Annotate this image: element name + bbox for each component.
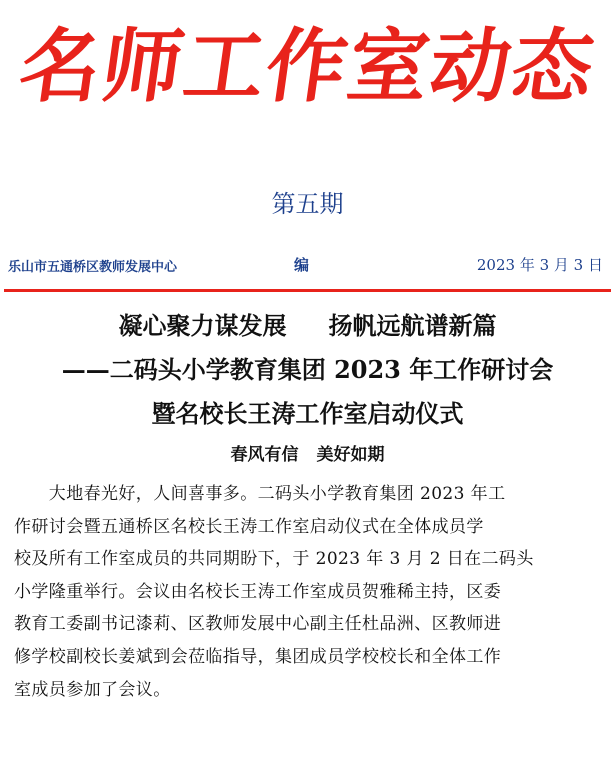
article-title-line-1	[0, 306, 615, 341]
title-part-2: 扬帆远航谱新篇	[328, 311, 497, 340]
subhead-part-1: 春风有信	[230, 445, 299, 465]
body-line: 教育工委副书记漆莉、区教师发展中心副主任杜品洲、区教师进	[14, 614, 502, 635]
article-title-line-3: 暨名校长王涛工作室启动仪式	[151, 399, 464, 428]
masthead-title: 名师工作室动态	[14, 20, 602, 113]
article-title-line-2: ——二码头小学教育集团 2023 年工作研讨会	[61, 355, 554, 384]
body-line: 校及所有工作室成员的共同期盼下，于 2023 年 3 月 2 日在二码头	[14, 549, 534, 570]
body-line: 大地春光好，人间喜事多。二码头小学教育集团 2023 年工	[14, 484, 506, 504]
publisher-org: 乐山市五通桥区教师发展中心	[8, 260, 178, 275]
article-body-paragraph	[14, 478, 606, 706]
title-part-1: 凝心聚力谋发展	[118, 311, 287, 340]
section-subheading	[0, 440, 615, 465]
editor-label: 编	[294, 256, 310, 274]
publish-date: 2023 年 3 月 3 日	[476, 256, 603, 274]
issue-number: 第五期	[271, 190, 344, 218]
subhead-part-2: 美好如期	[316, 445, 385, 465]
body-line: 修学校副校长姜斌到会莅临指导，集团成员学校校长和全体工作	[14, 646, 502, 667]
body-line: 小学隆重举行。会议由名校长王涛工作室成员贺雅稀主持，区委	[14, 581, 502, 602]
body-line: 作研讨会暨五通桥区名校长王涛工作室启动仪式在全体成员学	[14, 516, 484, 537]
body-line: 室成员参加了会议。	[14, 679, 171, 700]
header-divider	[4, 289, 611, 292]
